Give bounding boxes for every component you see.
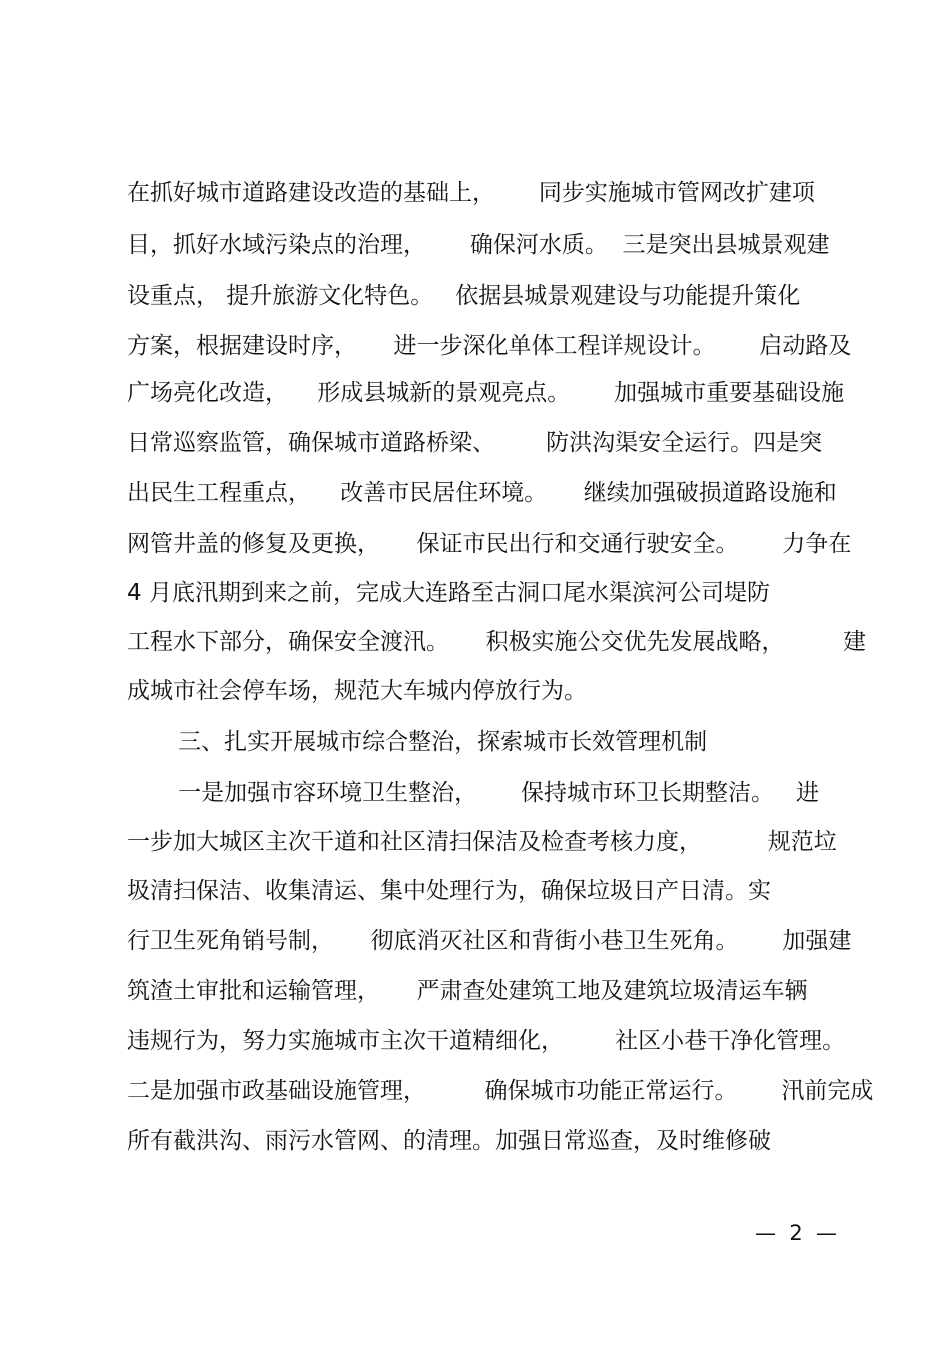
page-number: — 2 — (755, 1221, 838, 1245)
body-text-line: 一是加强市容环境卫生整治， 保持城市环卫长期整洁。 进 (127, 780, 819, 806)
body-text-line: 所有截洪沟、雨污水管网、的清理。加强日常巡查，及时维修破 (127, 1128, 771, 1154)
body-text-line: 4 月底汛期到来之前，完成大连路至古洞口尾水渠滨河公司堤防 (127, 580, 770, 606)
section-heading: 三、扎实开展城市综合整治，探索城市长效管理机制 (127, 729, 708, 755)
body-text-line: 方案，根据建设时序， 进一步深化单体工程详规设计。 启动路及 (127, 333, 852, 359)
body-text-line: 一步加大城区主次干道和社区清扫保洁及检查考核力度， 规范垃 (127, 829, 837, 855)
body-text-line: 设重点， 提升旅游文化特色。 依据县城景观建设与功能提升策化 (127, 283, 801, 309)
body-text-line: 网管井盖的修复及更换， 保证市民出行和交通行驶安全。 力争在 (127, 531, 852, 557)
body-text-line: 圾清扫保洁、收集清运、集中处理行为，确保垃圾日产日清。实 (127, 878, 771, 904)
body-text-line: 工程水下部分，确保安全渡汛。 积极实施公交优先发展战略， 建 (127, 629, 867, 655)
body-text-line: 出民生工程重点， 改善市民居住环境。 继续加强破损道路设施和 (127, 480, 837, 506)
body-text-line: 成城市社会停车场，规范大车城内停放行为。 (127, 678, 587, 704)
body-text-line: 行卫生死角销号制， 彻底消灭社区和背街小巷卫生死角。 加强建 (127, 928, 852, 954)
body-text-line: 筑渣土审批和运输管理， 严肃查处建筑工地及建筑垃圾清运车辆 (127, 978, 808, 1004)
body-text-line: 在抓好城市道路建设改造的基础上， 同步实施城市管网改扩建项 (127, 180, 815, 206)
body-text-line: 二是加强市政基础设施管理， 确保城市功能正常运行。 汛前完成 (127, 1078, 874, 1104)
body-text-line: 目，抓好水域污染点的治理， 确保河水质。 三是突出县城景观建 (127, 232, 830, 258)
body-text-line: 广场亮化改造， 形成县城新的景观亮点。 加强城市重要基础设施 (127, 380, 845, 406)
body-text-line: 日常巡察监管，确保城市道路桥梁、 防洪沟渠安全运行。四是突 (127, 430, 823, 456)
body-text-line: 违规行为，努力实施城市主次干道精细化， 社区小巷干净化管理。 (127, 1028, 846, 1054)
